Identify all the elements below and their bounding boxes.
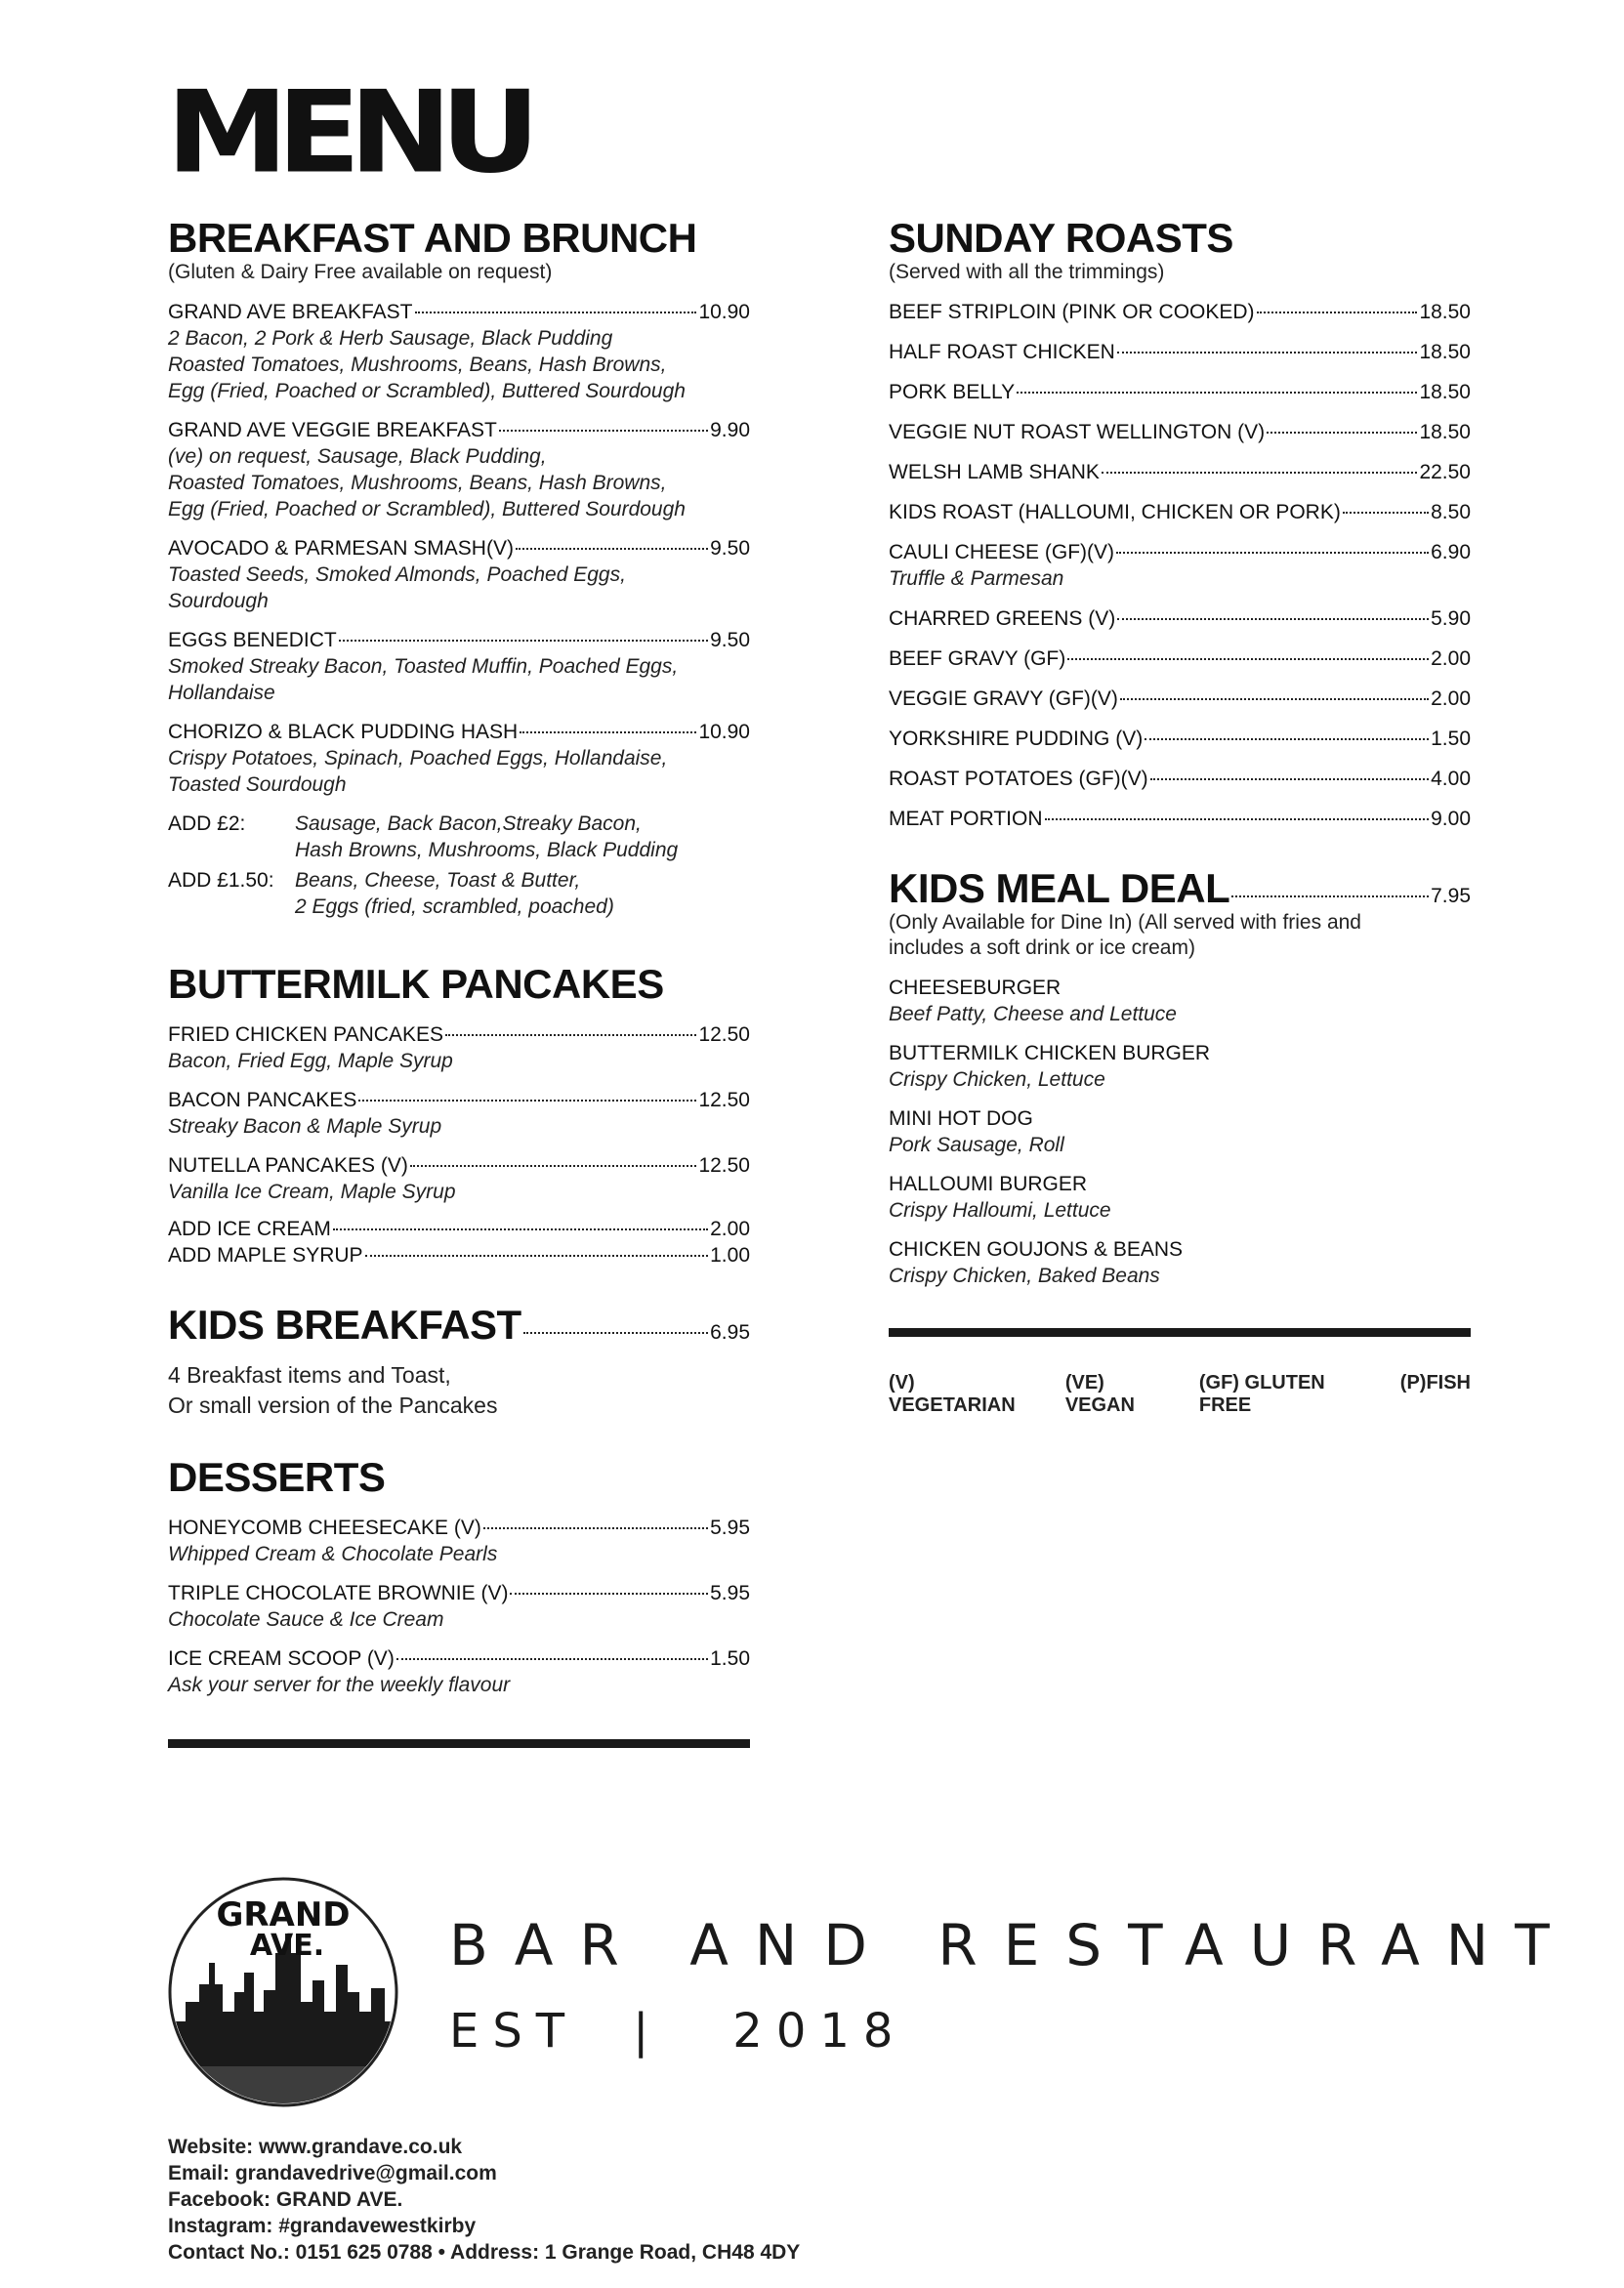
- dot-leader: [333, 1228, 708, 1230]
- menu-item-row: [168, 1021, 750, 1048]
- section-title: KIDS BREAKFAST: [168, 1302, 521, 1349]
- item-description: Sourdough: [168, 590, 269, 613]
- est-label: EST: [449, 2004, 579, 2059]
- menu-item: [168, 417, 750, 522]
- menu-item-row: [889, 766, 1471, 792]
- item-description: Crispy Chicken, Baked Beans: [889, 1265, 1160, 1288]
- dot-leader: [1045, 818, 1430, 820]
- dot-leader: [1117, 352, 1418, 354]
- menu-item-row: [168, 1242, 750, 1269]
- menu-item: [889, 1236, 1471, 1289]
- item-name: TRIPLE CHOCOLATE BROWNIE (V): [168, 1582, 509, 1605]
- extras-label: [168, 894, 295, 920]
- dot-leader: [1102, 472, 1418, 474]
- price: 10.90: [698, 301, 750, 324]
- item-name: GRAND AVE VEGGIE BREAKFAST: [168, 419, 497, 442]
- item-description: Hollandaise: [168, 682, 275, 705]
- menu-item: [889, 419, 1471, 445]
- extras-row: [168, 811, 750, 837]
- dot-leader: [1257, 312, 1418, 313]
- menu-item: [889, 539, 1471, 592]
- dot-leader: [499, 430, 708, 432]
- menu-item: [889, 499, 1471, 525]
- menu-item: [889, 806, 1471, 832]
- item-name: WELSH LAMB SHANK: [889, 461, 1100, 484]
- item-description: Ask your server for the weekly flavour: [168, 1674, 511, 1697]
- extras-row: [168, 837, 750, 863]
- menu-item: [889, 379, 1471, 405]
- item-description: 2 Bacon, 2 Pork & Herb Sausage, Black Pudding: [168, 327, 613, 351]
- item-description: Crispy Halloumi, Lettuce: [889, 1199, 1111, 1223]
- section-subtitle: (Served with all the trimmings): [889, 261, 1165, 284]
- item-description: Toasted Sourdough: [168, 773, 347, 797]
- menu-item-row: [889, 499, 1471, 525]
- price: 9.90: [710, 419, 750, 442]
- menu-item: [168, 1021, 750, 1074]
- price: 12.50: [698, 1089, 750, 1112]
- menu-item: [889, 975, 1471, 1027]
- menu-item-row: [889, 1040, 1471, 1066]
- kids-breakfast-line: 4 Breakfast items and Toast,: [168, 1362, 451, 1389]
- item-name: BEEF GRAVY (GF): [889, 647, 1066, 671]
- price: 7.95: [1431, 885, 1471, 908]
- item-description: Vanilla Ice Cream, Maple Syrup: [168, 1181, 456, 1204]
- dot-leader: [1231, 895, 1429, 897]
- menu-item-row: [889, 1236, 1471, 1263]
- item-name: AVOCADO & PARMESAN SMASH(V): [168, 537, 514, 561]
- item-description: Roasted Tomatoes, Mushrooms, Beans, Hash Browns,: [168, 354, 667, 377]
- dot-leader: [520, 731, 696, 733]
- price: 10.90: [698, 721, 750, 744]
- price: 9.50: [710, 629, 750, 652]
- menu-item: [889, 686, 1471, 712]
- menu-item-row: [168, 535, 750, 562]
- breakfast-extras: [168, 811, 750, 920]
- item-name: HALLOUMI BURGER: [889, 1173, 1088, 1196]
- menu-item-row: [168, 1216, 750, 1242]
- price: 18.50: [1419, 421, 1471, 444]
- menu-item: [889, 299, 1471, 325]
- menu-item-row: [168, 1580, 750, 1606]
- item-name: EGGS BENEDICT: [168, 629, 337, 652]
- menu-item-row: [168, 1645, 750, 1672]
- kids-breakfast-description: [168, 1360, 750, 1421]
- price: 18.50: [1419, 301, 1471, 324]
- desserts-section: [168, 1456, 750, 1698]
- menu-item-row: [889, 975, 1471, 1001]
- legend-item: (GF) GLUTEN FREE: [1198, 1372, 1325, 1417]
- menu-item: [168, 719, 750, 798]
- menu-item-row: [889, 645, 1471, 672]
- item-description: Crispy Chicken, Lettuce: [889, 1068, 1105, 1092]
- dot-leader: [510, 1593, 708, 1595]
- brand-established: [449, 2004, 906, 2059]
- item-description: Smoked Streaky Bacon, Toasted Muffin, Poached Eggs,: [168, 655, 679, 679]
- section-title: SUNDAY ROASTS: [889, 215, 1233, 261]
- item-name: MEAT PORTION: [889, 808, 1043, 831]
- contact-line: Website: www.grandave.co.uk: [168, 2136, 463, 2158]
- pancakes-section: [168, 963, 750, 1269]
- menu-item: [168, 299, 750, 404]
- item-description: Chocolate Sauce & Ice Cream: [168, 1608, 444, 1632]
- menu-item: [889, 1105, 1471, 1158]
- legend-item: (P)FISH: [1399, 1372, 1471, 1394]
- dot-leader: [396, 1658, 708, 1660]
- item-name: MINI HOT DOG: [889, 1107, 1033, 1131]
- contact-line: Facebook: GRAND AVE.: [168, 2188, 403, 2211]
- item-name: ICE CREAM SCOOP (V): [168, 1647, 395, 1671]
- menu-item-row: [168, 627, 750, 653]
- extras-row: [168, 894, 750, 920]
- section-title: BREAKFAST AND BRUNCH: [168, 215, 697, 261]
- item-name: BACON PANCAKES: [168, 1089, 357, 1112]
- price: 5.95: [710, 1517, 750, 1540]
- item-description: Egg (Fried, Poached or Scrambled), Buttered Sourdough: [168, 380, 686, 403]
- dot-leader: [410, 1165, 697, 1167]
- item-description: Toasted Seeds, Smoked Almonds, Poached Eggs,: [168, 563, 626, 587]
- item-name: PORK BELLY: [889, 381, 1016, 404]
- price: 6.95: [710, 1321, 750, 1345]
- contact-line: Instagram: #grandavewestkirby: [168, 2215, 477, 2237]
- item-description: Pork Sausage, Roll: [889, 1134, 1064, 1157]
- est-year: 2018: [732, 2004, 907, 2059]
- menu-item-row: [168, 719, 750, 745]
- menu-item: [889, 459, 1471, 485]
- left-column: [168, 217, 750, 1748]
- menu-item-row: [168, 1152, 750, 1179]
- item-name: BEEF STRIPLOIN (PINK OR COOKED): [889, 301, 1255, 324]
- extras-row: [168, 867, 750, 894]
- dot-leader: [1145, 738, 1429, 740]
- dot-leader: [1017, 392, 1417, 394]
- section-title: DESSERTS: [168, 1454, 386, 1501]
- grand-ave-logo: [166, 1875, 400, 2109]
- item-description: Crispy Potatoes, Spinach, Poached Eggs, Hollandaise,: [168, 747, 668, 770]
- contact-line: Contact No.: 0151 625 0788 • Address: 1 Grange Road, CH48 4DY: [168, 2241, 801, 2264]
- menu-item-row: [168, 417, 750, 443]
- price: 2.00: [1431, 687, 1471, 711]
- menu-item-row: [889, 1171, 1471, 1197]
- menu-item: [168, 1152, 750, 1205]
- menu-item-row: [889, 1105, 1471, 1132]
- price: 18.50: [1419, 381, 1471, 404]
- price: 4.00: [1431, 768, 1471, 791]
- item-description: Egg (Fried, Poached or Scrambled), Buttered Sourdough: [168, 498, 686, 521]
- menu-item-row: [168, 1515, 750, 1541]
- menu-item-row: [889, 539, 1471, 565]
- item-name: GRAND AVE BREAKFAST: [168, 301, 413, 324]
- price: 1.50: [710, 1647, 750, 1671]
- kids-meal-subtitle-line: (Only Available for Dine In) (All served with fries and: [889, 911, 1361, 935]
- item-description: Streaky Bacon & Maple Syrup: [168, 1115, 442, 1139]
- brand-tagline: BAR AND RESTAURANT: [449, 1912, 1576, 1978]
- price: 1.00: [710, 1244, 750, 1268]
- kids-breakfast-section: [168, 1304, 750, 1421]
- kids-breakfast-line: Or small version of the Pancakes: [168, 1393, 498, 1419]
- menu-item: [889, 1171, 1471, 1224]
- contact-line: Email: grandavedrive@gmail.com: [168, 2162, 497, 2184]
- item-name: CHARRED GREENS (V): [889, 607, 1116, 631]
- menu-item: [168, 1580, 750, 1633]
- item-name: ROAST POTATOES (GF)(V): [889, 768, 1148, 791]
- logo-text-grand: GRAND: [216, 1895, 351, 1934]
- dot-leader: [358, 1100, 696, 1102]
- menu-item-row: [168, 299, 750, 325]
- dot-leader: [1267, 432, 1417, 434]
- dot-leader: [523, 1332, 708, 1334]
- logo-text-ave: AVE.: [249, 1929, 325, 1963]
- extras-label: ADD £2:: [168, 812, 246, 836]
- extras-text: 2 Eggs (fried, scrambled, poached): [295, 895, 614, 919]
- dot-leader: [365, 1255, 709, 1257]
- item-description: (ve) on request, Sausage, Black Pudding,: [168, 445, 547, 469]
- item-name: HALF ROAST CHICKEN: [889, 341, 1115, 364]
- menu-item-row: [889, 339, 1471, 365]
- item-name: VEGGIE NUT ROAST WELLINGTON (V): [889, 421, 1266, 444]
- item-name: BUTTERMILK CHICKEN BURGER: [889, 1042, 1211, 1065]
- menu-item: [168, 1087, 750, 1140]
- item-name: HONEYCOMB CHEESECAKE (V): [168, 1517, 481, 1540]
- item-name: ADD MAPLE SYRUP: [168, 1244, 363, 1268]
- price: 6.90: [1431, 541, 1471, 564]
- section-title: BUTTERMILK PANCAKES: [168, 961, 664, 1008]
- dietary-legend: [889, 1372, 1471, 1417]
- dot-leader: [516, 548, 708, 550]
- dot-leader: [445, 1034, 696, 1036]
- item-name: VEGGIE GRAVY (GF)(V): [889, 687, 1118, 711]
- dot-leader: [1343, 512, 1429, 514]
- menu-item-row: [889, 806, 1471, 832]
- dot-leader: [339, 640, 708, 642]
- price: 1.50: [1431, 728, 1471, 751]
- item-description: Bacon, Fried Egg, Maple Syrup: [168, 1050, 453, 1073]
- price: 12.50: [698, 1023, 750, 1047]
- item-name: ADD ICE CREAM: [168, 1218, 331, 1241]
- dot-leader: [1116, 552, 1429, 554]
- section-subtitle: [889, 910, 1471, 961]
- menu-item: [168, 1242, 750, 1269]
- menu-item-row: [889, 419, 1471, 445]
- item-description: Truffle & Parmesan: [889, 567, 1064, 591]
- item-name: CHICKEN GOUJONS & BEANS: [889, 1238, 1184, 1262]
- legend-item: (V) VEGETARIAN: [889, 1372, 1016, 1417]
- contact-info: [168, 2134, 800, 2266]
- menu-item: [168, 1645, 750, 1698]
- price: 22.50: [1419, 461, 1471, 484]
- page-title: MENU: [166, 65, 529, 199]
- item-name: YORKSHIRE PUDDING (V): [889, 728, 1144, 751]
- menu-item: [168, 1515, 750, 1567]
- price: 9.00: [1431, 808, 1471, 831]
- menu-item: [889, 766, 1471, 792]
- menu-item-row: [168, 1087, 750, 1113]
- dot-leader: [1150, 778, 1429, 780]
- price: 18.50: [1419, 341, 1471, 364]
- kids-meal-subtitle-line: includes a soft drink or ice cream): [889, 936, 1195, 960]
- menu-item: [168, 1216, 750, 1242]
- price: 8.50: [1431, 501, 1471, 524]
- extras-text: Sausage, Back Bacon,Streaky Bacon,: [295, 812, 642, 836]
- menu-item: [889, 726, 1471, 752]
- dot-leader: [415, 312, 697, 313]
- price: 5.95: [710, 1582, 750, 1605]
- extras-label: ADD £1.50:: [168, 869, 274, 893]
- kids-meal-section: [889, 867, 1471, 1289]
- price: 2.00: [710, 1218, 750, 1241]
- item-name: CAULI CHEESE (GF)(V): [889, 541, 1115, 564]
- price: 9.50: [710, 537, 750, 561]
- dot-leader: [483, 1527, 708, 1529]
- breakfast-section: [168, 217, 750, 920]
- menu-item-row: [889, 379, 1471, 405]
- section-title: KIDS MEAL DEAL: [889, 865, 1230, 912]
- menu-item: [889, 605, 1471, 632]
- item-name: CHORIZO & BLACK PUDDING HASH: [168, 721, 519, 744]
- sunday-roasts-section: [889, 217, 1471, 832]
- item-description: Beef Patty, Cheese and Lettuce: [889, 1003, 1177, 1026]
- extras-text: Beans, Cheese, Toast & Butter,: [295, 869, 581, 893]
- menu-item-row: [889, 299, 1471, 325]
- section-subtitle: (Gluten & Dairy Free available on request): [168, 261, 553, 284]
- divider-rule: [889, 1328, 1471, 1337]
- item-description: Whipped Cream & Chocolate Pearls: [168, 1543, 498, 1566]
- price: 12.50: [698, 1154, 750, 1178]
- legend-item: (VE) VEGAN: [1064, 1372, 1135, 1417]
- right-column: [889, 217, 1471, 1417]
- item-name: CHEESEBURGER: [889, 977, 1062, 1000]
- divider-rule: [168, 1739, 750, 1748]
- dot-leader: [1117, 618, 1429, 620]
- extras-label: [168, 837, 295, 863]
- menu-item: [889, 339, 1471, 365]
- item-name: KIDS ROAST (HALLOUMI, CHICKEN OR PORK): [889, 501, 1341, 524]
- menu-item: [889, 1040, 1471, 1093]
- menu-item-row: [889, 605, 1471, 632]
- item-name: FRIED CHICKEN PANCAKES: [168, 1023, 443, 1047]
- menu-item: [168, 627, 750, 706]
- menu-item: [168, 535, 750, 614]
- menu-item-row: [889, 726, 1471, 752]
- price: 2.00: [1431, 647, 1471, 671]
- item-description: Roasted Tomatoes, Mushrooms, Beans, Hash Browns,: [168, 472, 667, 495]
- menu-item-row: [889, 686, 1471, 712]
- menu-item-row: [889, 459, 1471, 485]
- est-separator: |: [633, 2004, 663, 2059]
- item-name: NUTELLA PANCAKES (V): [168, 1154, 408, 1178]
- dot-leader: [1067, 658, 1429, 660]
- price: 5.90: [1431, 607, 1471, 631]
- menu-item: [889, 645, 1471, 672]
- dot-leader: [1120, 698, 1429, 700]
- extras-text: Hash Browns, Mushrooms, Black Pudding: [295, 839, 679, 862]
